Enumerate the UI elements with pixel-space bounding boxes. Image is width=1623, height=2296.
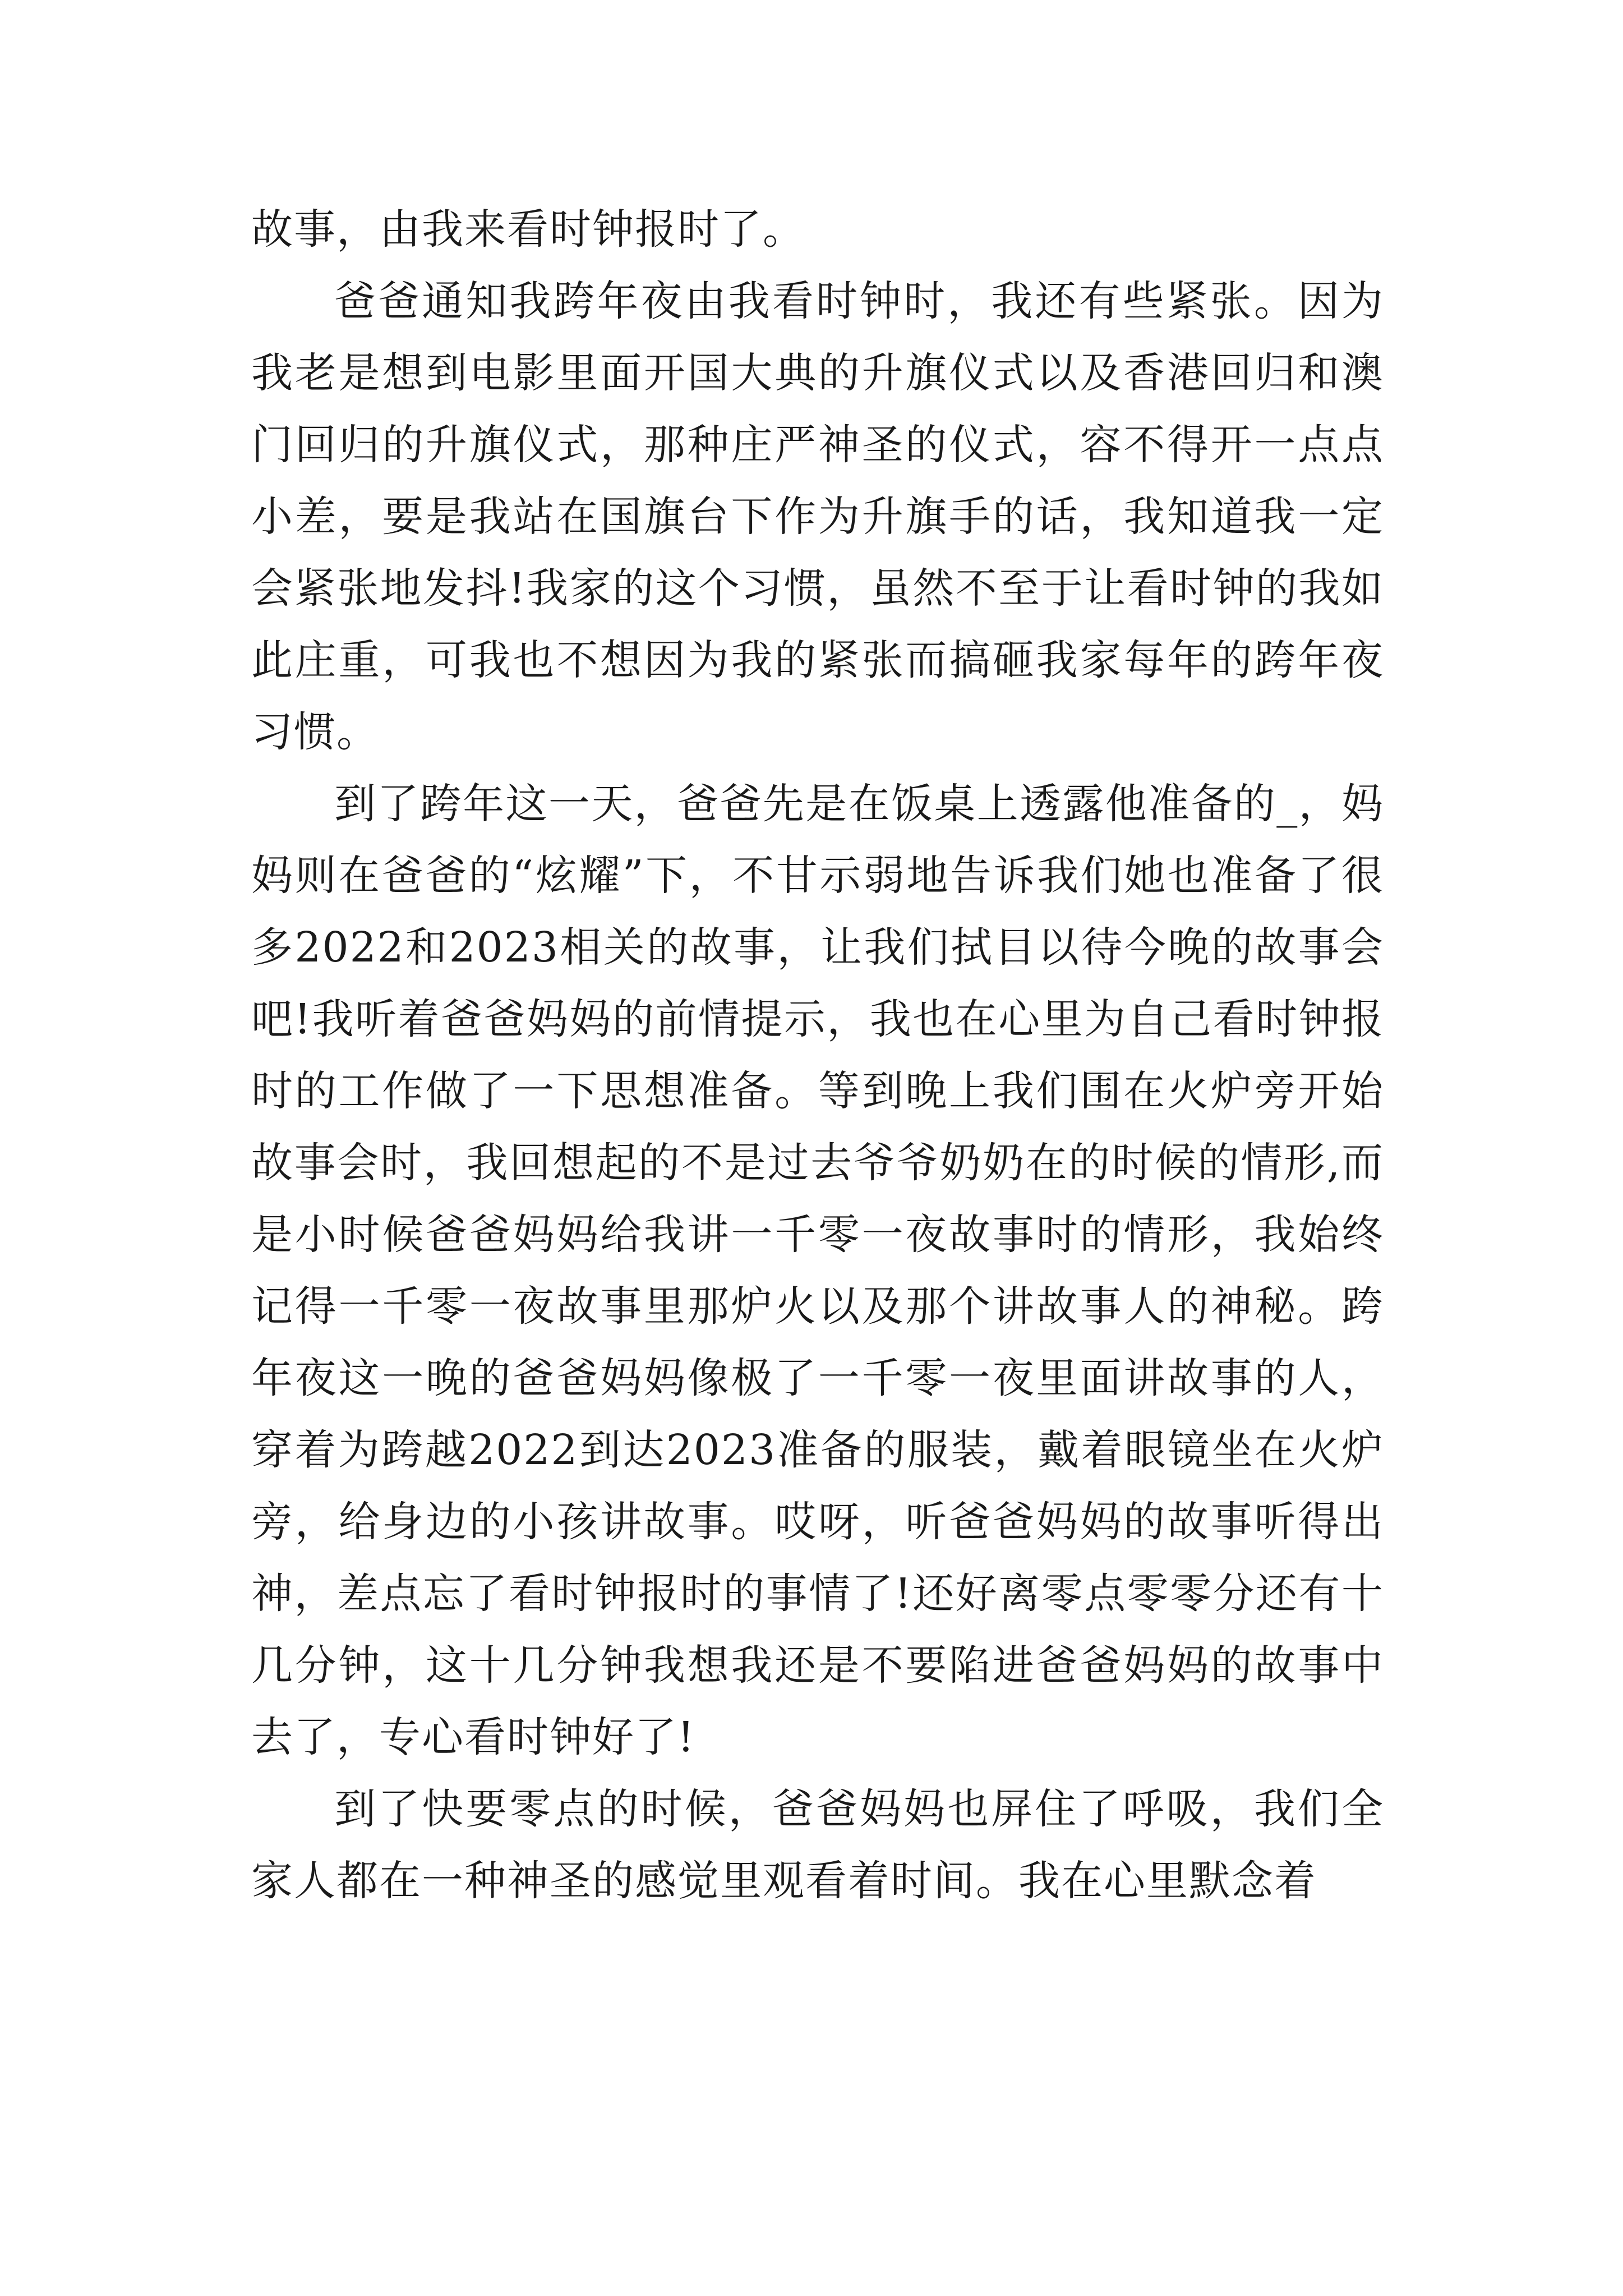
paragraph-3: 到了跨年这一天，爸爸先是在饭桌上透露他准备的_，妈妈则在爸爸的“炫耀”下，不甘示弱地告诉我们她也准备了很多2022和2023相关的故事，让我们拭目以待今晚的故事会吧!我听着爸爸妈妈的前情提示，我也在心里为自己看时钟报时的工作做了一下思想准备。等到晚上我们围在火炉旁开始故事会时，我回想起的不是过去爷爷奶奶在的时候的情形,而是小时候爸爸妈妈给我讲一千零一夜故事时的情形，我始终记得一千零一夜故事里那炉火以及那个讲故事人的神秘。跨年夜这一晚的爸爸妈妈像极了一千零一夜里面讲故事的人，穿着为跨越2022到达2023准备的服装，戴着眼镜坐在火炉旁，给身边的小孩讲故事。哎呀，听爸爸妈妈的故事听得出神，差点忘了看时钟报时的事情了!还好离零点零零分还有十几分钟，这十几分钟我想我还是不要陷进爸爸妈妈的故事中去了，专心看时钟好了! [251, 780, 1384, 1761]
paragraph-1: 故事，由我来看时钟报时了。 [251, 205, 805, 254]
body-text [251, 194, 1384, 1917]
paragraph-4: 到了快要零点的时候，爸爸妈妈也屏住了呼吸，我们全家人都在一种神圣的感觉里观看着时间。我在心里默念着 [251, 1785, 1384, 1905]
paragraph-2: 爸爸通知我跨年夜由我看时钟时，我还有些紧张。因为我老是想到电影里面开国大典的升旗仪式以及香港回归和澳门回归的升旗仪式，那种庄严神圣的仪式，容不得开一点点小差，要是我站在国旗台下作为升旗手的话，我知道我一定会紧张地发抖!我家的这个习惯，虽然不至于让看时钟的我如此庄重，可我也不想因为我的紧张而搞砸我家每年的跨年夜习惯。 [251, 277, 1384, 756]
